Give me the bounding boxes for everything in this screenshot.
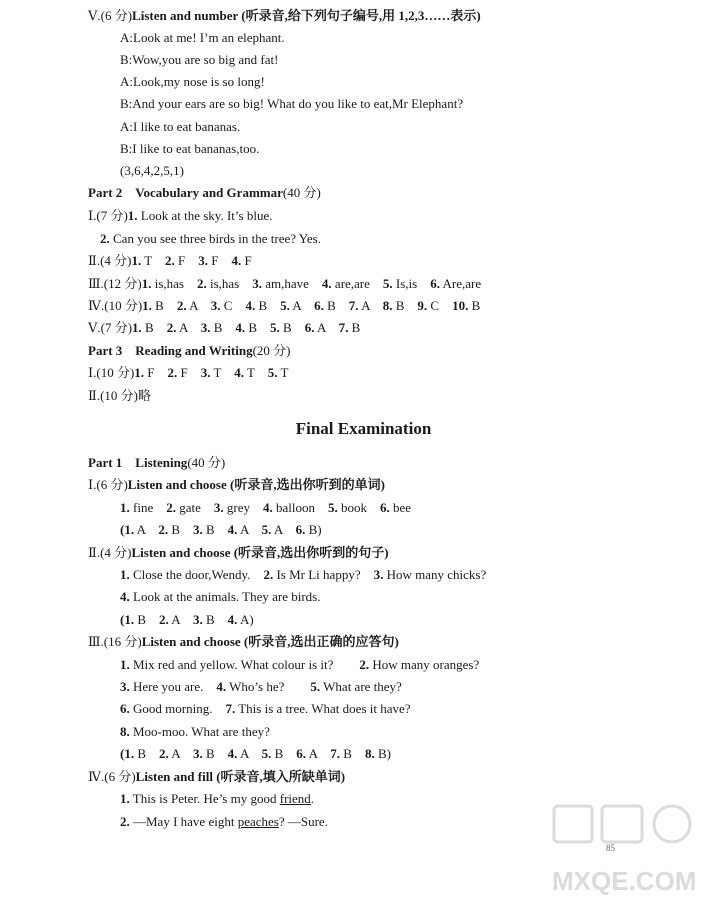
- text-line: [120, 566, 486, 583]
- text-line: [120, 656, 479, 673]
- text-segment: 5.: [382, 276, 393, 291]
- text-segment: A:Look at me! I’m an elephant.: [120, 30, 285, 45]
- text-line: [120, 162, 184, 179]
- text-line: [88, 184, 321, 201]
- text-segment: A: [358, 298, 383, 313]
- text-segment: B: [202, 746, 228, 761]
- text-segment: B: [323, 298, 349, 313]
- text-segment: B): [374, 746, 391, 761]
- text-line: [88, 454, 225, 471]
- text-segment: T: [210, 365, 235, 380]
- text-segment: 3.: [200, 320, 211, 335]
- text-segment: 2.: [166, 320, 177, 335]
- text-segment: am,have: [261, 276, 322, 291]
- text-line: [120, 499, 411, 516]
- text-segment: 1.: [120, 657, 130, 672]
- text-segment: B: [141, 320, 167, 335]
- text-segment: A): [237, 612, 254, 627]
- text-segment: 9.: [417, 298, 428, 313]
- text-segment: Good morning.: [129, 701, 226, 716]
- text-segment: Ⅱ.(10 分)略: [88, 388, 151, 403]
- text-line: [120, 611, 254, 628]
- text-segment: This is Peter. He’s my good: [129, 791, 280, 806]
- text-segment: B:Wow,you are so big and fat!: [120, 52, 279, 67]
- text-segment: B: [151, 298, 177, 313]
- text-line: [100, 230, 321, 247]
- text-segment: B): [305, 522, 322, 537]
- text-segment: —May I have eight: [129, 814, 238, 829]
- text-segment: How many oranges?: [369, 657, 480, 672]
- text-segment: 8.: [364, 746, 375, 761]
- text-segment: A:I like to eat bananas.: [120, 119, 241, 134]
- text-segment: A: [176, 320, 201, 335]
- text-segment: B: [210, 320, 236, 335]
- text-segment: F: [241, 253, 252, 268]
- text-segment: 2.: [176, 298, 187, 313]
- text-segment: B:I like to eat bananas,too.: [120, 141, 260, 156]
- text-segment: Ⅱ.(4 分): [88, 545, 132, 560]
- text-line: [88, 297, 480, 314]
- text-segment: Ⅲ.(12 分): [88, 276, 142, 291]
- text-segment: 6.: [380, 500, 390, 515]
- text-segment: 4.: [231, 253, 242, 268]
- text-segment: 3.: [198, 253, 208, 268]
- text-segment: ? —Sure.: [278, 814, 328, 829]
- text-segment: A: [314, 320, 339, 335]
- text-segment: peaches: [237, 814, 279, 829]
- text-line: [88, 768, 345, 785]
- text-segment: 1.: [141, 276, 152, 291]
- text-segment: A: [168, 612, 193, 627]
- text-segment: 3.: [192, 522, 203, 537]
- text-segment: B: [279, 320, 305, 335]
- text-segment: C: [427, 298, 453, 313]
- text-segment: B: [468, 298, 481, 313]
- text-segment: 4.: [245, 298, 256, 313]
- text-segment: 2.: [263, 567, 274, 582]
- text-segment: 3.: [192, 612, 203, 627]
- text-segment: 1.: [127, 208, 138, 223]
- text-segment: C: [220, 298, 246, 313]
- text-segment: 1.: [142, 298, 152, 313]
- text-segment: Listen and choose (听录音,选出正确的应答句): [141, 634, 399, 649]
- text-segment: Ⅳ.(6 分): [88, 769, 136, 784]
- text-segment: grey: [223, 500, 263, 515]
- text-segment: is,has: [151, 276, 197, 291]
- text-line: [88, 544, 389, 561]
- text-segment: book: [337, 500, 380, 515]
- text-segment: B: [134, 746, 160, 761]
- text-segment: Ⅰ.(10 分): [88, 365, 135, 380]
- text-segment: 6.: [304, 320, 315, 335]
- text-segment: 3.: [213, 500, 224, 515]
- text-segment: A: [237, 522, 262, 537]
- text-line: [120, 51, 278, 68]
- text-segment: T: [244, 365, 268, 380]
- text-line: [120, 723, 270, 740]
- text-segment: 5.: [261, 522, 272, 537]
- text-segment: 5.: [280, 298, 290, 313]
- text-segment: 2.: [167, 365, 178, 380]
- text-line: [88, 7, 481, 24]
- text-segment: B: [392, 298, 418, 313]
- text-segment: 1.: [134, 365, 145, 380]
- text-segment: 2.: [159, 746, 169, 761]
- text-segment: Close the door,Wendy.: [129, 567, 264, 582]
- text-segment: What are they?: [320, 679, 402, 694]
- text-line: [88, 342, 291, 359]
- text-line: [120, 521, 322, 538]
- text-segment: (1.: [120, 746, 135, 761]
- text-segment: 5.: [261, 746, 272, 761]
- text-segment: 3.: [210, 298, 221, 313]
- text-segment: 2.: [359, 657, 370, 672]
- text-segment: 6.: [120, 701, 130, 716]
- text-segment: 4.: [262, 500, 273, 515]
- text-segment: Ⅲ.(16 分): [88, 634, 142, 649]
- text-segment: A: [289, 298, 315, 313]
- text-segment: 6.: [296, 746, 307, 761]
- text-segment: Are,are: [439, 276, 482, 291]
- text-segment: 7.: [330, 746, 341, 761]
- text-segment: Ⅱ.(4 分): [88, 253, 132, 268]
- text-line: [120, 700, 411, 717]
- text-line: [120, 140, 259, 157]
- text-segment: Here you are.: [129, 679, 217, 694]
- text-segment: 5.: [327, 500, 338, 515]
- text-line: [88, 476, 385, 493]
- text-segment: 2.: [158, 522, 169, 537]
- text-segment: is,has: [206, 276, 253, 291]
- text-segment: 4.: [234, 365, 244, 380]
- text-segment: Look at the animals. They are birds.: [129, 589, 321, 604]
- text-segment: Is Mr Li happy?: [273, 567, 374, 582]
- text-segment: F: [144, 365, 168, 380]
- text-segment: 4.: [321, 276, 332, 291]
- text-segment: friend: [279, 791, 311, 806]
- text-line: [120, 813, 328, 830]
- text-segment: 1.: [132, 320, 142, 335]
- text-segment: 2.: [100, 231, 110, 246]
- text-segment: 6.: [295, 522, 306, 537]
- text-segment: Look at the sky. It’s blue.: [137, 208, 273, 223]
- text-segment: 1.: [120, 567, 130, 582]
- text-segment: B: [202, 612, 228, 627]
- text-line: [120, 588, 320, 605]
- text-segment: balloon: [272, 500, 328, 515]
- text-segment: 10.: [452, 298, 469, 313]
- text-segment: A: [168, 746, 193, 761]
- text-segment: (20 分): [252, 343, 291, 358]
- watermark-logo: [548, 800, 718, 898]
- text-segment: T: [277, 365, 289, 380]
- text-segment: 3.: [373, 567, 384, 582]
- text-line: [88, 275, 481, 292]
- text-segment: 2.: [166, 500, 176, 515]
- text-segment: 3.: [120, 679, 130, 694]
- text-line: [120, 73, 265, 90]
- text-segment: 2.: [120, 814, 130, 829]
- text-segment: 4.: [235, 320, 246, 335]
- text-segment: F: [177, 365, 201, 380]
- text-segment: 1.: [120, 500, 130, 515]
- text-segment: Part 3 Reading and Writing: [88, 343, 253, 358]
- text-segment: 3.: [200, 365, 211, 380]
- text-segment: Ⅳ.(10 分): [88, 298, 143, 313]
- text-segment: bee: [389, 500, 412, 515]
- text-line: [120, 95, 463, 112]
- text-segment: Listen and choose (听录音,选出你听到的句子): [131, 545, 389, 560]
- text-segment: Ⅰ.(7 分): [88, 208, 128, 223]
- text-segment: (1.: [120, 522, 135, 537]
- text-segment: B: [168, 522, 193, 537]
- text-segment: 1.: [131, 253, 142, 268]
- text-line: [120, 790, 314, 807]
- page-number: 85: [606, 843, 615, 853]
- text-segment: A: [306, 746, 331, 761]
- text-line: [88, 252, 252, 269]
- text-segment: are,are: [331, 276, 383, 291]
- text-segment: 3.: [252, 276, 262, 291]
- text-segment: Who’s he?: [226, 679, 311, 694]
- text-line: [120, 678, 402, 695]
- text-segment: Moo-moo. What are they?: [129, 724, 270, 739]
- text-segment: 4.: [216, 679, 227, 694]
- text-segment: 4.: [227, 746, 238, 761]
- text-segment: 6.: [314, 298, 324, 313]
- text-segment: B: [271, 746, 297, 761]
- text-segment: This is a tree. What does it have?: [235, 701, 411, 716]
- text-segment: 4.: [227, 612, 238, 627]
- text-segment: 1.: [120, 791, 130, 806]
- text-segment: B: [340, 746, 365, 761]
- text-segment: .: [310, 791, 315, 806]
- text-segment: A:Look,my nose is so long!: [120, 74, 265, 89]
- text-line: [120, 745, 391, 762]
- text-line: [88, 387, 151, 404]
- text-line: [88, 207, 272, 224]
- text-segment: Can you see three birds in the tree? Yes.: [109, 231, 321, 246]
- section-title: Final Examination: [295, 419, 432, 438]
- text-segment: (3,6,4,2,5,1): [120, 163, 184, 178]
- text-segment: T: [141, 253, 165, 268]
- text-segment: 2.: [196, 276, 207, 291]
- text-segment: F: [207, 253, 232, 268]
- text-segment: 5.: [267, 365, 278, 380]
- text-segment: (40 分): [187, 455, 226, 470]
- text-segment: Listen and choose (听录音,选出你听到的单词): [127, 477, 385, 492]
- text-segment: 8.: [120, 724, 130, 739]
- text-segment: 4.: [120, 589, 130, 604]
- svg-text:MXQE.COM: MXQE.COM: [552, 866, 697, 896]
- text-segment: 2.: [164, 253, 175, 268]
- text-segment: A: [134, 522, 159, 537]
- text-segment: Listen and number (听录音,给下列句子编号,用 1,2,3……表示): [132, 8, 481, 23]
- text-segment: B: [134, 612, 160, 627]
- text-segment: 5.: [270, 320, 280, 335]
- text-segment: Listen and fill (听录音,填入所缺单词): [135, 769, 346, 784]
- text-segment: Ⅴ.(6 分): [88, 8, 133, 23]
- text-segment: 4.: [227, 522, 238, 537]
- text-line: [120, 118, 240, 135]
- text-segment: 8.: [382, 298, 393, 313]
- text-segment: 2.: [159, 612, 169, 627]
- text-segment: 3.: [192, 746, 203, 761]
- text-segment: A: [186, 298, 211, 313]
- text-line: [88, 633, 399, 650]
- text-segment: B: [348, 320, 361, 335]
- text-segment: B: [245, 320, 271, 335]
- text-segment: Is,is: [392, 276, 431, 291]
- text-segment: Part 2 Vocabulary and Grammar: [88, 185, 283, 200]
- text-segment: Mix red and yellow. What colour is it?: [129, 657, 360, 672]
- text-segment: F: [174, 253, 199, 268]
- text-segment: How many chicks?: [383, 567, 487, 582]
- text-line: [88, 364, 288, 381]
- text-segment: A: [271, 522, 296, 537]
- text-segment: (40 分): [282, 185, 321, 200]
- text-segment: A: [237, 746, 262, 761]
- text-segment: B: [255, 298, 281, 313]
- text-segment: 7.: [338, 320, 349, 335]
- text-segment: Ⅰ.(6 分): [88, 477, 128, 492]
- text-segment: Ⅴ.(7 分): [88, 320, 133, 335]
- text-segment: B:And your ears are so big! What do you like to eat,Mr Elephant?: [120, 96, 464, 111]
- text-segment: Part 1 Listening: [88, 455, 188, 470]
- text-line: [120, 29, 285, 46]
- text-segment: 6.: [430, 276, 440, 291]
- text-line: [88, 319, 360, 336]
- text-segment: gate: [175, 500, 214, 515]
- text-segment: (1.: [120, 612, 135, 627]
- text-segment: fine: [129, 500, 167, 515]
- text-segment: B: [202, 522, 228, 537]
- text-segment: 5.: [310, 679, 321, 694]
- text-segment: 7.: [225, 701, 236, 716]
- text-segment: 7.: [348, 298, 359, 313]
